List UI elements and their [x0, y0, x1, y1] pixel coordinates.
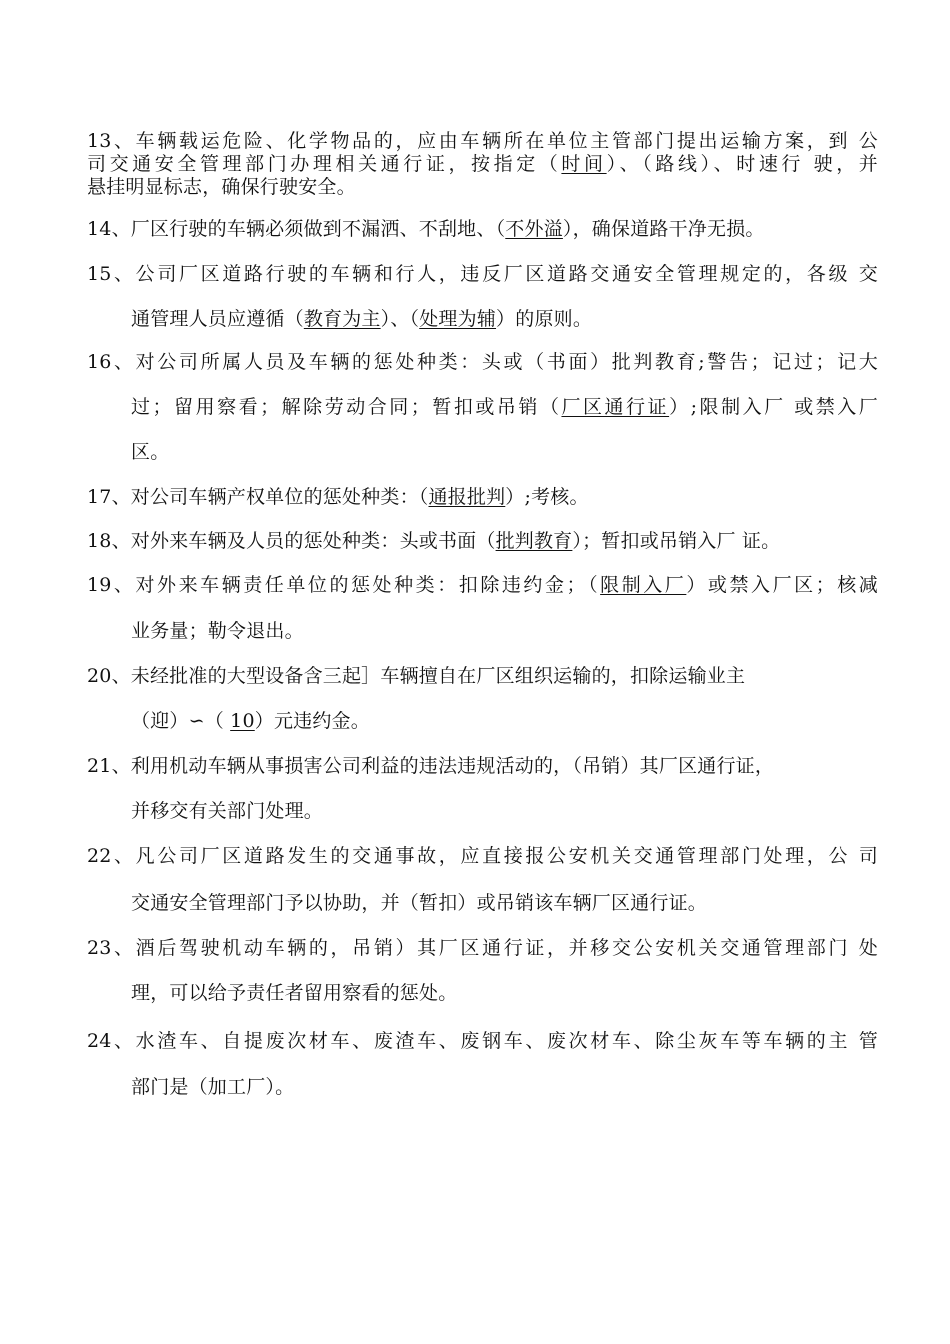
underlined-answer: 教育为主	[303, 308, 381, 330]
item-22-line-1	[87, 845, 878, 867]
item-19-line-2	[131, 620, 878, 642]
text-segment: ）或禁入厂区；核减	[686, 574, 878, 596]
underlined-answer: 通报批判	[428, 486, 506, 508]
text-segment: 16、对公司所属人员及车辆的惩处种类：头或（书面）批判教育;警告；记过；记大	[87, 351, 878, 373]
item-15-line-1	[87, 263, 878, 285]
text-segment: 司交通安全管理部门办理相关通行证，按指定（	[87, 153, 562, 175]
text-segment: （迎）∽（	[131, 710, 231, 732]
text-segment: 18、对外来车辆及人员的惩处种类：头或书面（	[87, 530, 496, 552]
item-14-line-1	[87, 218, 878, 240]
underlined-answer: 不外溢	[505, 218, 563, 240]
underlined-answer: 厂区通行证	[561, 396, 670, 418]
text-segment: ）;限制入厂 或禁入厂	[669, 396, 878, 418]
item-18-line-1	[87, 530, 878, 552]
item-16-line-1	[87, 351, 878, 373]
item-20-line-1	[87, 665, 878, 687]
item-22-line-2	[131, 892, 878, 914]
underlined-answer: 处理为辅	[419, 308, 497, 330]
text-segment: 21、利用机动车辆从事损害公司利益的违法违规活动的，（吊销）其厂区通行证，	[87, 755, 775, 777]
text-segment: 19、对外来车辆责任单位的惩处种类：扣除违约金；（	[87, 574, 601, 596]
text-segment: 24、水渣车、自提废次材车、废渣车、废钢车、废次材车、除尘灰车等车辆的主 管	[87, 1030, 878, 1052]
text-segment: ）、（路线）、时速行 驶，并	[606, 153, 879, 175]
item-13-line-1	[87, 130, 878, 152]
item-23-line-1	[87, 937, 878, 959]
text-segment: 区。	[131, 441, 170, 463]
text-segment: ）；暂扣或吊销入厂 证。	[572, 530, 781, 552]
text-segment: ）、（	[380, 308, 420, 330]
item-15-line-2	[131, 308, 878, 330]
item-24-line-2	[131, 1076, 878, 1098]
text-segment: 并移交有关部门处理。	[131, 800, 324, 822]
item-20-line-2	[131, 710, 878, 732]
item-21-line-2	[131, 800, 878, 822]
text-segment: 13、车辆载运危险、化学物品的，应由车辆所在单位主管部门提出运输方案，到 公	[87, 130, 878, 152]
item-13-line-2	[87, 153, 878, 175]
text-segment: ）的原则。	[496, 308, 593, 330]
text-segment: 部门是（加工厂）。	[131, 1076, 295, 1098]
underlined-answer: 限制入厂	[600, 574, 687, 596]
item-21-line-1	[87, 755, 878, 777]
text-segment: 15、公司厂区道路行驶的车辆和行人，违反厂区道路交通安全管理规定的，各级 交	[87, 263, 878, 285]
text-segment: ），确保道路干净无损。	[562, 218, 765, 240]
text-segment: 过；留用察看；解除劳动合同；暂扣或吊销（	[131, 396, 562, 418]
item-17-line-1	[87, 486, 878, 508]
text-segment: ）;考核。	[505, 486, 589, 508]
text-segment: ）元违约金。	[254, 710, 370, 732]
text-segment: 通管理人员应遵循（	[131, 308, 304, 330]
underlined-answer: 时间	[561, 153, 607, 175]
underlined-answer: 批判教育	[495, 530, 573, 552]
text-segment: 17、对公司车辆产权单位的惩处种类：（	[87, 486, 429, 508]
text-segment: 22、凡公司厂区道路发生的交通事故，应直接报公安机关交通管理部门处理，公 司	[87, 845, 878, 867]
item-19-line-1	[87, 574, 878, 596]
text-segment: 14、厂区行驶的车辆必须做到不漏洒、不刮地、（	[87, 218, 506, 240]
item-23-line-2	[131, 982, 878, 1004]
text-segment: 悬挂明显标志，确保行驶安全。	[87, 176, 356, 198]
text-segment: 23、酒后驾驶机动车辆的，吊销）其厂区通行证，并移交公安机关交通管理部门 处	[87, 937, 878, 959]
text-segment: 交通安全管理部门予以协助，并（暂扣）或吊销该车辆厂区通行证。	[131, 892, 708, 914]
underlined-answer: 10	[230, 710, 255, 732]
text-segment: 20、未经批准的大型设备含三起］车辆擅自在厂区组织运输的，扣除运输业主	[87, 665, 746, 687]
item-24-line-1	[87, 1030, 878, 1052]
text-segment: 业务量；勒令退出。	[131, 620, 304, 642]
item-16-line-3	[131, 441, 878, 463]
item-16-line-2	[131, 396, 878, 418]
item-13-line-3	[87, 176, 878, 198]
text-segment: 理，可以给予责任者留用察看的惩处。	[131, 982, 458, 1004]
